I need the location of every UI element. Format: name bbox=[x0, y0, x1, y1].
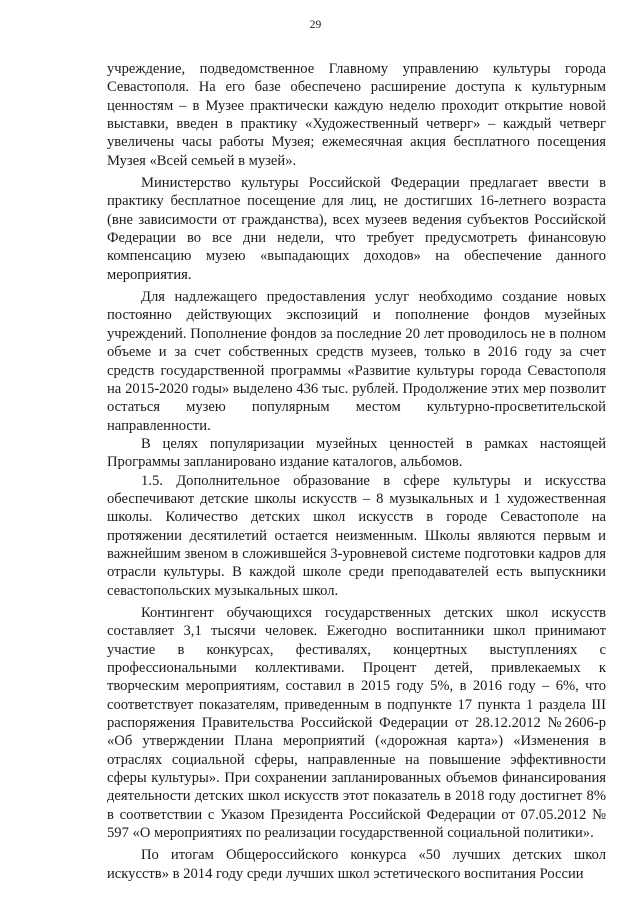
paragraph-student-contingent: Контингент обучающихся государственных детских школ искусств составляет 3,1 тысячи человек. Ежегодно воспитанники школ принимают участие в конкурсах, фестивалях, концертных выступлениях с профессиональными коллективами. Процент детей, привлекаемых к творческим мероприятиям, составил в 2015 году 5%, в 2016 году – 6%, что соответствует показателям, приведенным в подпункте 17 пункта 1 раздела III распоряжения Правительства Российской Федерации от 28.12.2012 №2606-р «Об утверждении Плана мероприятий («дорожная карта») «Изменения в отраслях социальной сферы, направленные на повышение эффективности сферы культуры». При сохранении запланированных объемов финансирования деятельности детских школ искусств этот показатель в 2018 году достигнет 8% в соответствии с Указом Президента Российской Федерации от 07.05.2012 № 597 «О мероприятиях по реализации государственной социальной политики». bbox=[107, 604, 606, 842]
page-number: 29 bbox=[309, 19, 322, 31]
paragraph-free-visits-proposal: Министерство культуры Российской Федерации предлагает ввести в практику бесплатное посещение для лиц, не достигших 16-летнего возраста (вне зависимости от гражданства), всех музеев ведения субъектов Российской Федерации во все дни недели, что требует предусмотреть финансовую компенсацию музею «выпадающих доходов» на обеспечение данного мероприятия. bbox=[107, 175, 606, 283]
body-text bbox=[107, 60, 606, 883]
paragraph-art-schools: 1.5. Дополнительное образование в сфере культуры и искусства обеспечивают детские школы искусств – 8 музыкальных и 1 художественная школы. Количество детских школ искусств в городе Севастополе на протяжении десятилетий остается неизменным. Школы являются первым и важнейшим звеном в сложившейся 3-уровневой системе подготовки кадров для отрасли культуры. В каждой школе среди преподавателей есть выпускники севастопольских музыкальных школ. bbox=[107, 472, 606, 599]
paragraph-museum-funds: Для надлежащего предоставления услуг необходимо создание новых постоянно действующих экспозиций и пополнение фондов музейных учреждений. Пополнение фондов за последние 20 лет проводилось не в полном объеме и за счет собственных средств музеев, только в 2016 году за счет средств государственной программы «Развитие культуры города Севастополя на 2015-2020 годы» выделено 436 тыс. рублей. Продолжение этих мер позволит остаться музею популярным местом культурно-просветительской направленности. bbox=[107, 289, 606, 434]
paragraph-catalogs: В целях популяризации музейных ценностей в рамках настоящей Программы запланировано издание каталогов, альбомов. bbox=[107, 435, 606, 471]
paragraph-museum-access: учреждение, подведомственное Главному управлению культуры города Севастополя. На его базе обеспечено расширение доступа к культурным ценностям – в Музее практически каждую неделю проходит открытие новой выставки, введен в практику «Художественный четверг» – каждый четверг увеличены часы работы Музея; ежемесячная акция бесплатного посещения Музея «Всей семьей в музей». bbox=[107, 61, 606, 169]
paragraph-competition-results: По итогам Общероссийского конкурса «50 лучших детских школ искусств» в 2014 году среди лучших школ эстетического воспитания России bbox=[107, 847, 606, 882]
